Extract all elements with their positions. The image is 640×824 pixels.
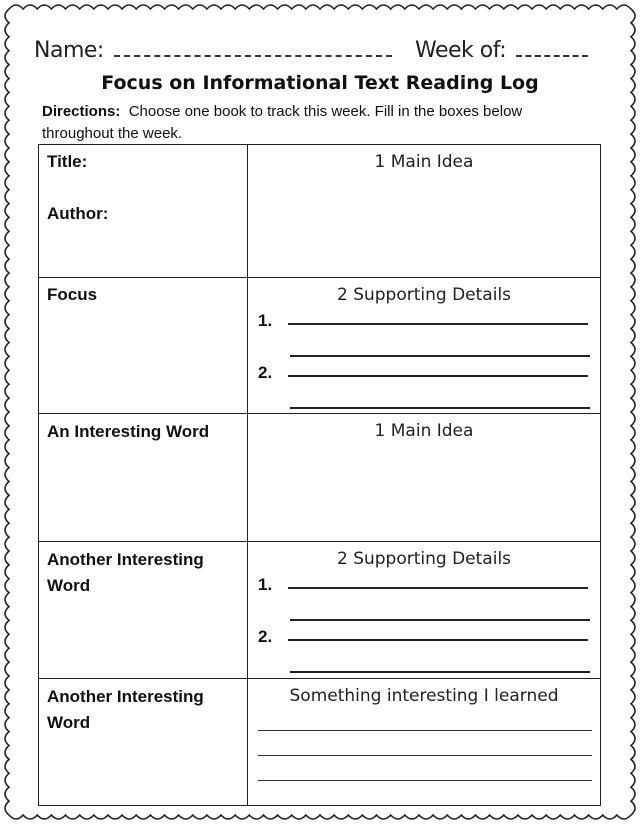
name-label: Name: — [34, 38, 104, 63]
another-word-label-line2: Word — [47, 713, 91, 732]
main-idea-heading: 1 Main Idea — [374, 152, 474, 172]
write-line[interactable] — [288, 638, 588, 641]
detail-line-2[interactable] — [258, 621, 600, 647]
detail-line-1[interactable] — [258, 569, 600, 595]
detail-line-1[interactable] — [258, 305, 600, 331]
left-cell — [39, 278, 248, 414]
write-line[interactable] — [288, 374, 588, 377]
author-label: Author: — [47, 204, 109, 223]
name-field[interactable] — [34, 38, 392, 63]
directions — [42, 101, 582, 145]
learned-heading: Something interesting I learned — [289, 686, 559, 706]
detail-line-2[interactable] — [258, 357, 600, 383]
page-title: Focus on Informational Text Reading Log — [101, 72, 539, 94]
another-word-label-line2: Word — [47, 576, 91, 595]
write-line[interactable] — [258, 756, 592, 781]
title-label: Title: — [47, 152, 88, 171]
left-cell — [39, 542, 248, 679]
write-line[interactable] — [258, 706, 592, 731]
number-label: 1. — [258, 575, 273, 594]
write-line[interactable] — [290, 383, 590, 409]
interesting-word-label: An Interesting Word — [47, 422, 210, 441]
main-idea-heading: 1 Main Idea — [374, 421, 474, 441]
write-line[interactable] — [290, 595, 590, 621]
left-cell — [39, 679, 248, 806]
table-row — [39, 278, 601, 414]
week-blank[interactable] — [516, 39, 588, 57]
right-cell[interactable] — [248, 414, 601, 542]
write-line[interactable] — [288, 322, 588, 325]
another-word-label-line1: Another Interesting — [47, 550, 204, 569]
table-row — [39, 679, 601, 806]
write-line[interactable] — [290, 647, 590, 673]
write-line[interactable] — [290, 331, 590, 357]
right-cell[interactable] — [248, 542, 601, 679]
left-cell — [39, 145, 248, 278]
right-cell[interactable] — [248, 679, 601, 806]
week-field[interactable] — [415, 38, 588, 63]
table-row — [39, 414, 601, 542]
focus-label: Focus — [47, 285, 98, 304]
directions-text: Choose one book to track this week. Fill in the boxes below throughout the week. — [42, 103, 523, 142]
week-label: Week of: — [415, 38, 507, 63]
another-word-label-line1: Another Interesting — [47, 687, 204, 706]
reading-log-table — [38, 144, 601, 806]
right-cell[interactable] — [248, 145, 601, 278]
supporting-details-heading: 2 Supporting Details — [336, 549, 512, 569]
table-row — [39, 542, 601, 679]
directions-label: Directions: — [42, 103, 121, 120]
supporting-details-heading: 2 Supporting Details — [336, 285, 512, 305]
name-blank[interactable] — [114, 39, 392, 57]
write-line[interactable] — [288, 586, 588, 589]
write-line[interactable] — [258, 731, 592, 756]
left-cell — [39, 414, 248, 542]
number-label: 2. — [258, 627, 273, 646]
number-label: 1. — [258, 311, 273, 330]
table-row — [39, 145, 601, 278]
right-cell[interactable] — [248, 278, 601, 414]
number-label: 2. — [258, 363, 273, 382]
